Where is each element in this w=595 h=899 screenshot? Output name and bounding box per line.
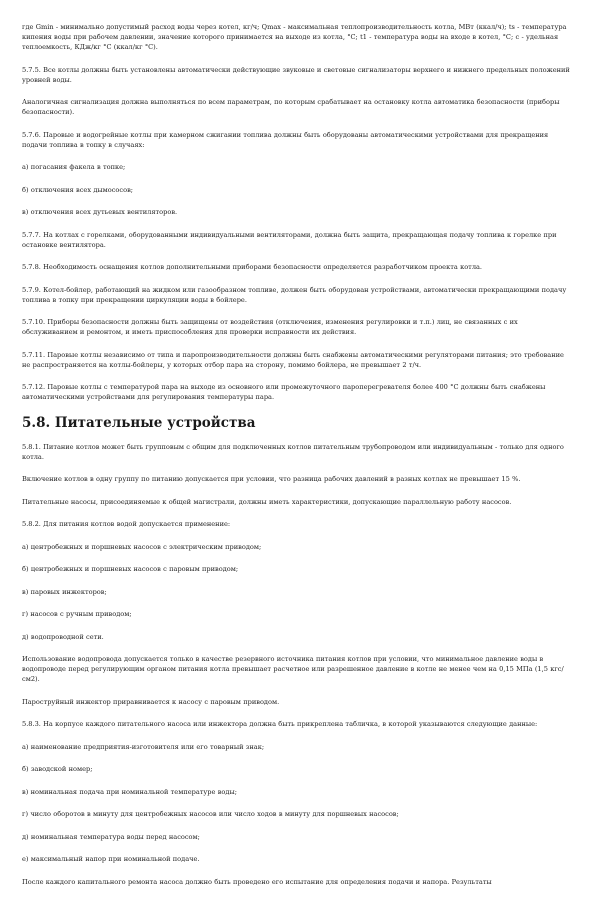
list-item-5-8-3-e: д) номинальная температура воды перед насосом; — [22, 832, 200, 841]
paragraph-5-7-9: 5.7.9. Котел-бойлер, работающий на жидком или газообразном топливе, должен быть оборудован устройствами, автоматически прекращающими подачу топлива в топку при прекращении циркуляции воды в бойлере. — [22, 285, 567, 304]
list-item-5-8-2-a: а) центробежных и поршневых насосов с электрическим приводом; — [22, 542, 262, 551]
list-item-5-8-2-b: б) центробежных и поршневых насосов с паровым приводом; — [22, 565, 239, 573]
paragraph-5-7-10: 5.7.10. Приборы безопасности должны быть защищены от воздействия (отключения, изменения регулировки и т.п.) лиц, не связанных с их обслуживанием и ремонтом, и иметь приспособления для проверки исправности их действия. — [22, 318, 518, 336]
list-item-5-7-6-c: в) отключения всех дутьевых вентиляторов. — [22, 208, 178, 216]
paragraph-5-8-3: 5.8.3. На корпусе каждого питательного насоса или инжектора должна быть прикреплена табличка, в которой указываются следующие данные: — [22, 720, 538, 728]
section-heading: 5.8. Питательные устройства — [22, 414, 256, 431]
paragraph-5-7-12: 5.7.12. Паровые котлы с температурой пара на выходе из основного или промежуточного пароперегревателя более 400 °С должны быть снабжены автоматическими устройствами для регулирования температуры пара. — [22, 383, 546, 401]
paragraph-formula-legend: где Gmin - минимально допустимый расход воды через котел, кг/ч; Qmax - максимальная теплопроизводительность котла, МВт (ккал/ч); ts - температура кипения воды при рабочем давлении, значение которого принимается на выходе из котла, °С; t1 - температура воды на входе в котел, °С; c - удельная теплоемкость, КДж/кг °С (ккал/кг °С). — [22, 23, 567, 51]
paragraph-5-7-11: 5.7.11. Паровые котлы независимо от типа и паропроизводительности должны быть снабжены автоматическими регуляторами питания; это требование не распространяется на котлы-бойлеры, у которых отбор пара на сторону, помимо бойлера, не превышает 2 т/ч. — [22, 350, 564, 369]
paragraph-5-7-6: 5.7.6. Паровые и водогрейные котлы при камерном сжигании топлива должны быть оборудованы автоматическими устройствами для прекращения подачи топлива в топку в случаях: — [22, 130, 549, 149]
list-item-5-7-6-a: а) погасания факела в топке; — [22, 163, 126, 171]
list-item-5-8-3-f: е) максимальный напор при номинальной подаче. — [22, 855, 200, 863]
paragraph-after-repair: После каждого капитального ремонта насоса должно быть проведено его испытание для определения подачи и напора. Результаты — [22, 877, 492, 886]
list-item-5-8-3-d: г) число оборотов в минуту для центробежных насосов или число ходов в минуту для поршневых насосов; — [22, 810, 399, 818]
list-item-5-8-3-a: а) наименование предприятия-изготовителя или его товарный знак; — [22, 742, 265, 751]
paragraph-5-8-1: 5.8.1. Питание котлов может быть групповым с общим для подключенных котлов питательным трубопроводом или индивидуальным - только для одного котла. — [22, 442, 564, 461]
paragraph-injector: Пароструйный инжектор приравнивается к насосу с паровым приводом. — [22, 697, 280, 706]
paragraph-5-7-5: 5.7.5. Все котлы должны быть установлены автоматически действующие звуковые и световые сигнализаторы верхнего и нижнего предельных положений уровней воды. — [22, 65, 570, 84]
list-item-5-8-3-b: б) заводской номер; — [22, 765, 93, 773]
paragraph-5-8-2: 5.8.2. Для питания котлов водой допускается применение: — [22, 520, 231, 528]
list-item-5-7-6-b: б) отключения всех дымососов; — [22, 185, 134, 194]
list-item-5-8-3-c: в) номинальная подача при номинальной температуре воды; — [22, 787, 237, 796]
paragraph-group-feed: Включение котлов в одну группу по питанию допускается при условии, что разница рабочих давлений в разных котлах не превышает 15 %. — [22, 475, 521, 483]
paragraph-water-supply: Использование водопровода допускается только в качестве резервного источника питания котлов при условии, что минимальное давление воды в водопроводе перед регулирующим органом питания котла превышает расчетное или разрешенное давление в котле не менее чем на 0,15 МПа (1,5 кгс/см2). — [22, 655, 564, 683]
list-item-5-8-2-c: в) паровых инжекторов; — [22, 587, 107, 596]
paragraph-pumps: Питательные насосы, присоединяемые к общей магистрали, должны иметь характеристики, допускающие параллельную работу насосов. — [22, 497, 512, 506]
list-item-5-8-2-d: г) насосов с ручным приводом; — [22, 610, 132, 618]
document-page — [22, 22, 574, 899]
list-item-5-8-2-e: д) водопроводной сети. — [22, 632, 104, 641]
paragraph-5-7-8: 5.7.8. Необходимость оснащения котлов дополнительными приборами безопасности определяется разработчиком проекта котла. — [22, 263, 483, 271]
paragraph-5-7-7: 5.7.7. На котлах с горелками, оборудованными индивидуальными вентиляторами, должна быть защита, прекращающая подачу топлива к горелке при остановке вентилятора. — [22, 230, 557, 249]
paragraph-alarm: Аналогичная сигнализация должна выполняться по всем параметрам, по которым срабатывает на остановку котла автоматика безопасности (приборы безопасности). — [22, 98, 560, 116]
